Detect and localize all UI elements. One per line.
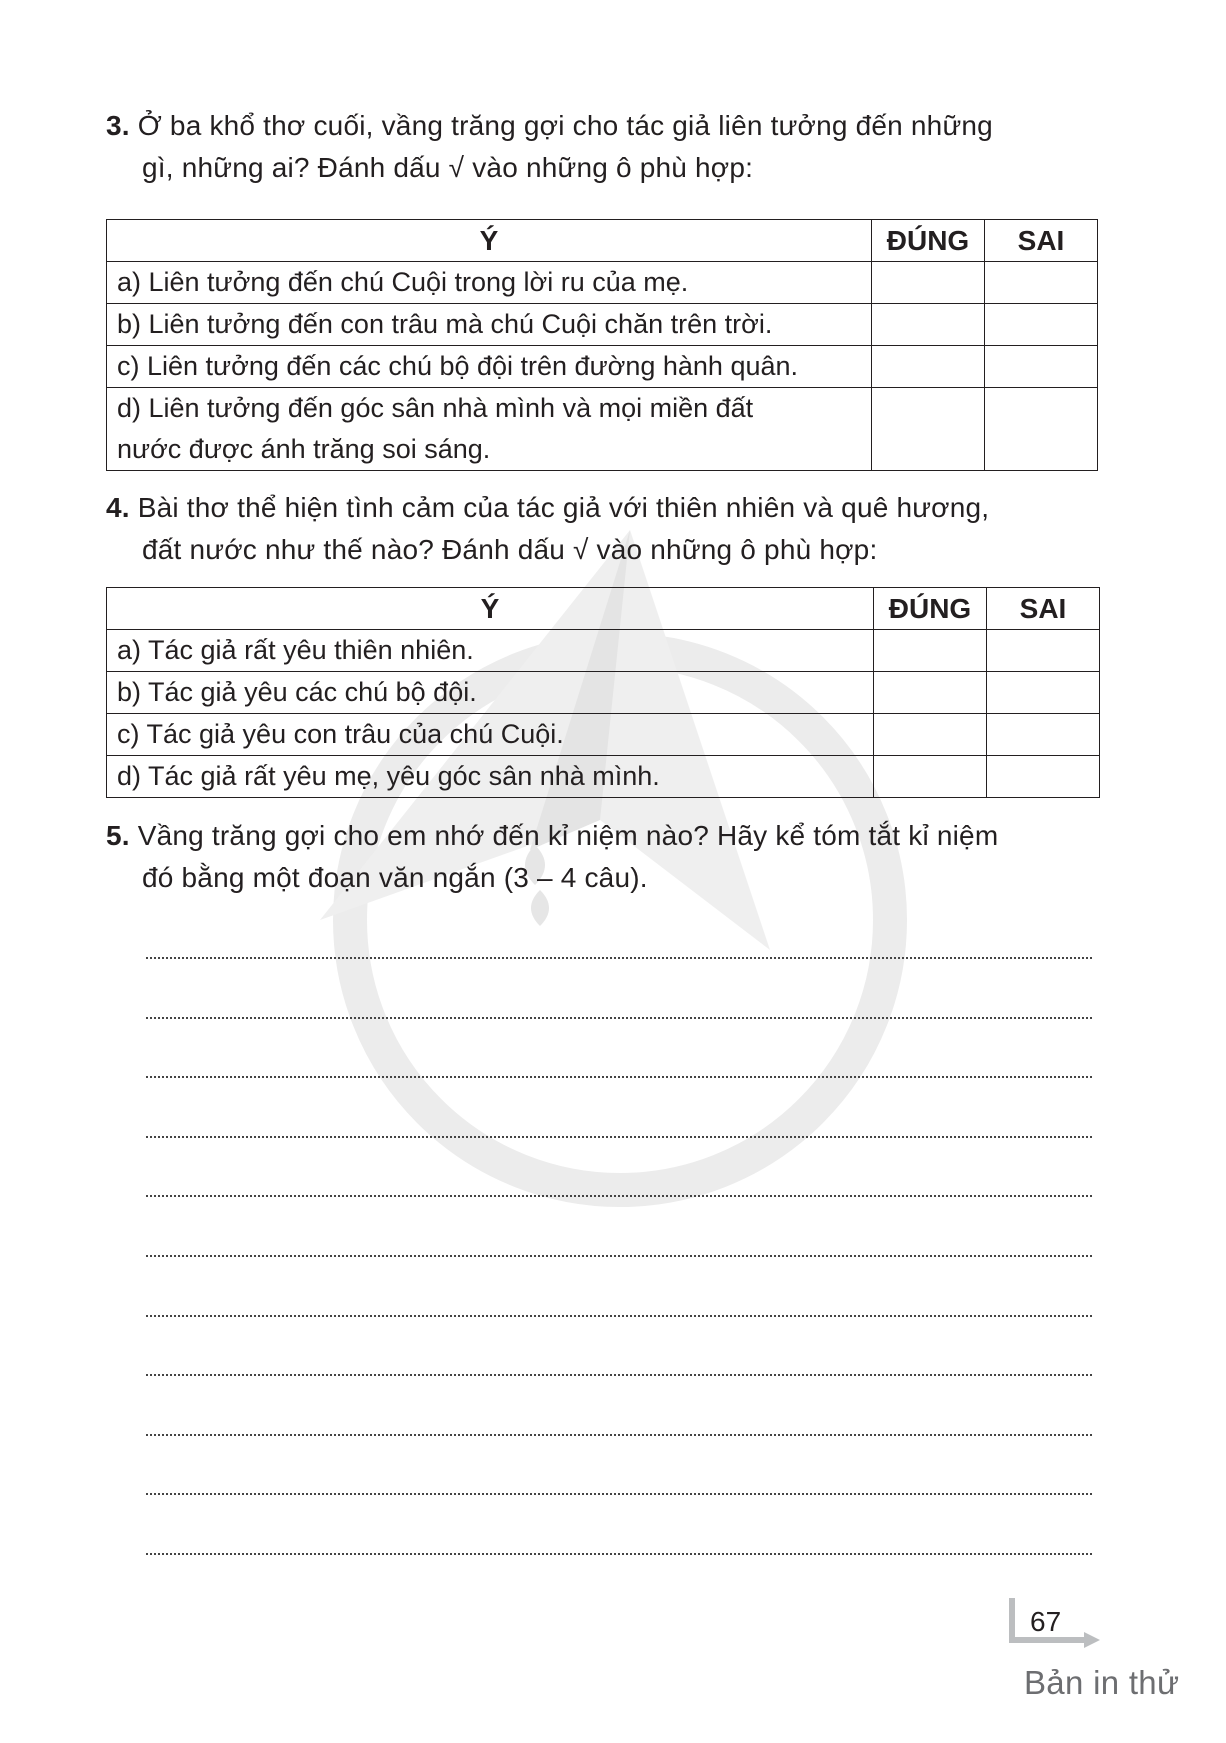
row-text: b) Tác giả yêu các chú bộ đội. (107, 672, 874, 714)
correct-checkbox[interactable] (874, 714, 987, 756)
row-text: c) Tác giả yêu con trâu của chú Cuội. (107, 714, 874, 756)
correct-checkbox[interactable] (872, 262, 985, 304)
correct-checkbox[interactable] (874, 630, 987, 672)
correct-checkbox[interactable] (872, 388, 985, 471)
header-correct: ĐÚNG (874, 588, 987, 630)
wrong-checkbox[interactable] (985, 304, 1098, 346)
row-text: d) Tác giả rất yêu mẹ, yêu góc sân nhà mình. (107, 756, 874, 798)
question-text-line2: đất nước như thế nào? Đánh dấu √ vào những ô phù hợp: (142, 534, 878, 565)
question-number: 4. (106, 492, 130, 523)
header-idea: Ý (107, 588, 874, 630)
table-row (107, 672, 1100, 714)
question-text-line1: Ở ba khổ thơ cuối, vầng trăng gợi cho tác giả liên tưởng đến những (137, 110, 993, 141)
answer-line[interactable] (146, 1315, 1092, 1317)
question-text-line1: Bài thơ thể hiện tình cảm của tác giả với thiên nhiên và quê hương, (137, 492, 990, 523)
row-text (107, 388, 872, 471)
correct-checkbox[interactable] (874, 672, 987, 714)
wrong-checkbox[interactable] (987, 756, 1100, 798)
row-text: a) Tác giả rất yêu thiên nhiên. (107, 630, 874, 672)
table-row (107, 346, 1098, 388)
wrong-checkbox[interactable] (987, 630, 1100, 672)
correct-checkbox[interactable] (872, 346, 985, 388)
question-4 (106, 487, 1106, 571)
row-text: b) Liên tưởng đến con trâu mà chú Cuội chăn trên trời. (107, 304, 872, 346)
answer-line[interactable] (146, 1553, 1092, 1555)
header-correct: ĐÚNG (872, 220, 985, 262)
answer-line[interactable] (146, 1493, 1092, 1495)
table-header-row (107, 220, 1098, 262)
question-5 (106, 815, 1106, 899)
answer-line[interactable] (146, 1136, 1092, 1138)
wrong-checkbox[interactable] (985, 262, 1098, 304)
answer-line[interactable] (146, 1195, 1092, 1197)
table-row (107, 756, 1100, 798)
row-text: c) Liên tưởng đến các chú bộ đội trên đường hành quân. (107, 346, 872, 388)
table-row (107, 714, 1100, 756)
question-number: 5. (106, 820, 130, 851)
answer-line[interactable] (146, 1374, 1092, 1376)
q4-options-table (106, 587, 1100, 798)
wrong-checkbox[interactable] (987, 714, 1100, 756)
table-header-row (107, 588, 1100, 630)
header-wrong: SAI (987, 588, 1100, 630)
row-text: a) Liên tưởng đến chú Cuội trong lời ru của mẹ. (107, 262, 872, 304)
answer-line[interactable] (146, 1076, 1092, 1078)
question-text-line1: Vầng trăng gợi cho em nhớ đến kỉ niệm nào? Hãy kể tóm tắt kỉ niệm (137, 820, 999, 851)
table-row (107, 388, 1098, 471)
answer-line[interactable] (146, 1017, 1092, 1019)
answer-line[interactable] (146, 957, 1092, 959)
header-idea: Ý (107, 220, 872, 262)
draft-stamp: Bản in thử (1024, 1664, 1180, 1701)
correct-checkbox[interactable] (872, 304, 985, 346)
page-number: 67 (1030, 1606, 1062, 1637)
table-row (107, 262, 1098, 304)
wrong-checkbox[interactable] (985, 346, 1098, 388)
answer-line[interactable] (146, 1434, 1092, 1436)
wrong-checkbox[interactable] (987, 672, 1100, 714)
header-wrong: SAI (985, 220, 1098, 262)
answer-line[interactable] (146, 1255, 1092, 1257)
correct-checkbox[interactable] (874, 756, 987, 798)
question-number: 3. (106, 110, 130, 141)
wrong-checkbox[interactable] (985, 388, 1098, 471)
table-row (107, 304, 1098, 346)
row-text-line2: nước được ánh trăng soi sáng. (117, 434, 491, 464)
q3-options-table (106, 219, 1098, 471)
table-row (107, 630, 1100, 672)
question-text-line2: gì, những ai? Đánh dấu √ vào những ô phù hợp: (142, 152, 754, 183)
question-text-line2: đó bằng một đoạn văn ngắn (3 – 4 câu). (142, 862, 648, 893)
row-text-line1: d) Liên tưởng đến góc sân nhà mình và mọi miền đất (117, 393, 754, 423)
question-3 (106, 105, 1106, 189)
